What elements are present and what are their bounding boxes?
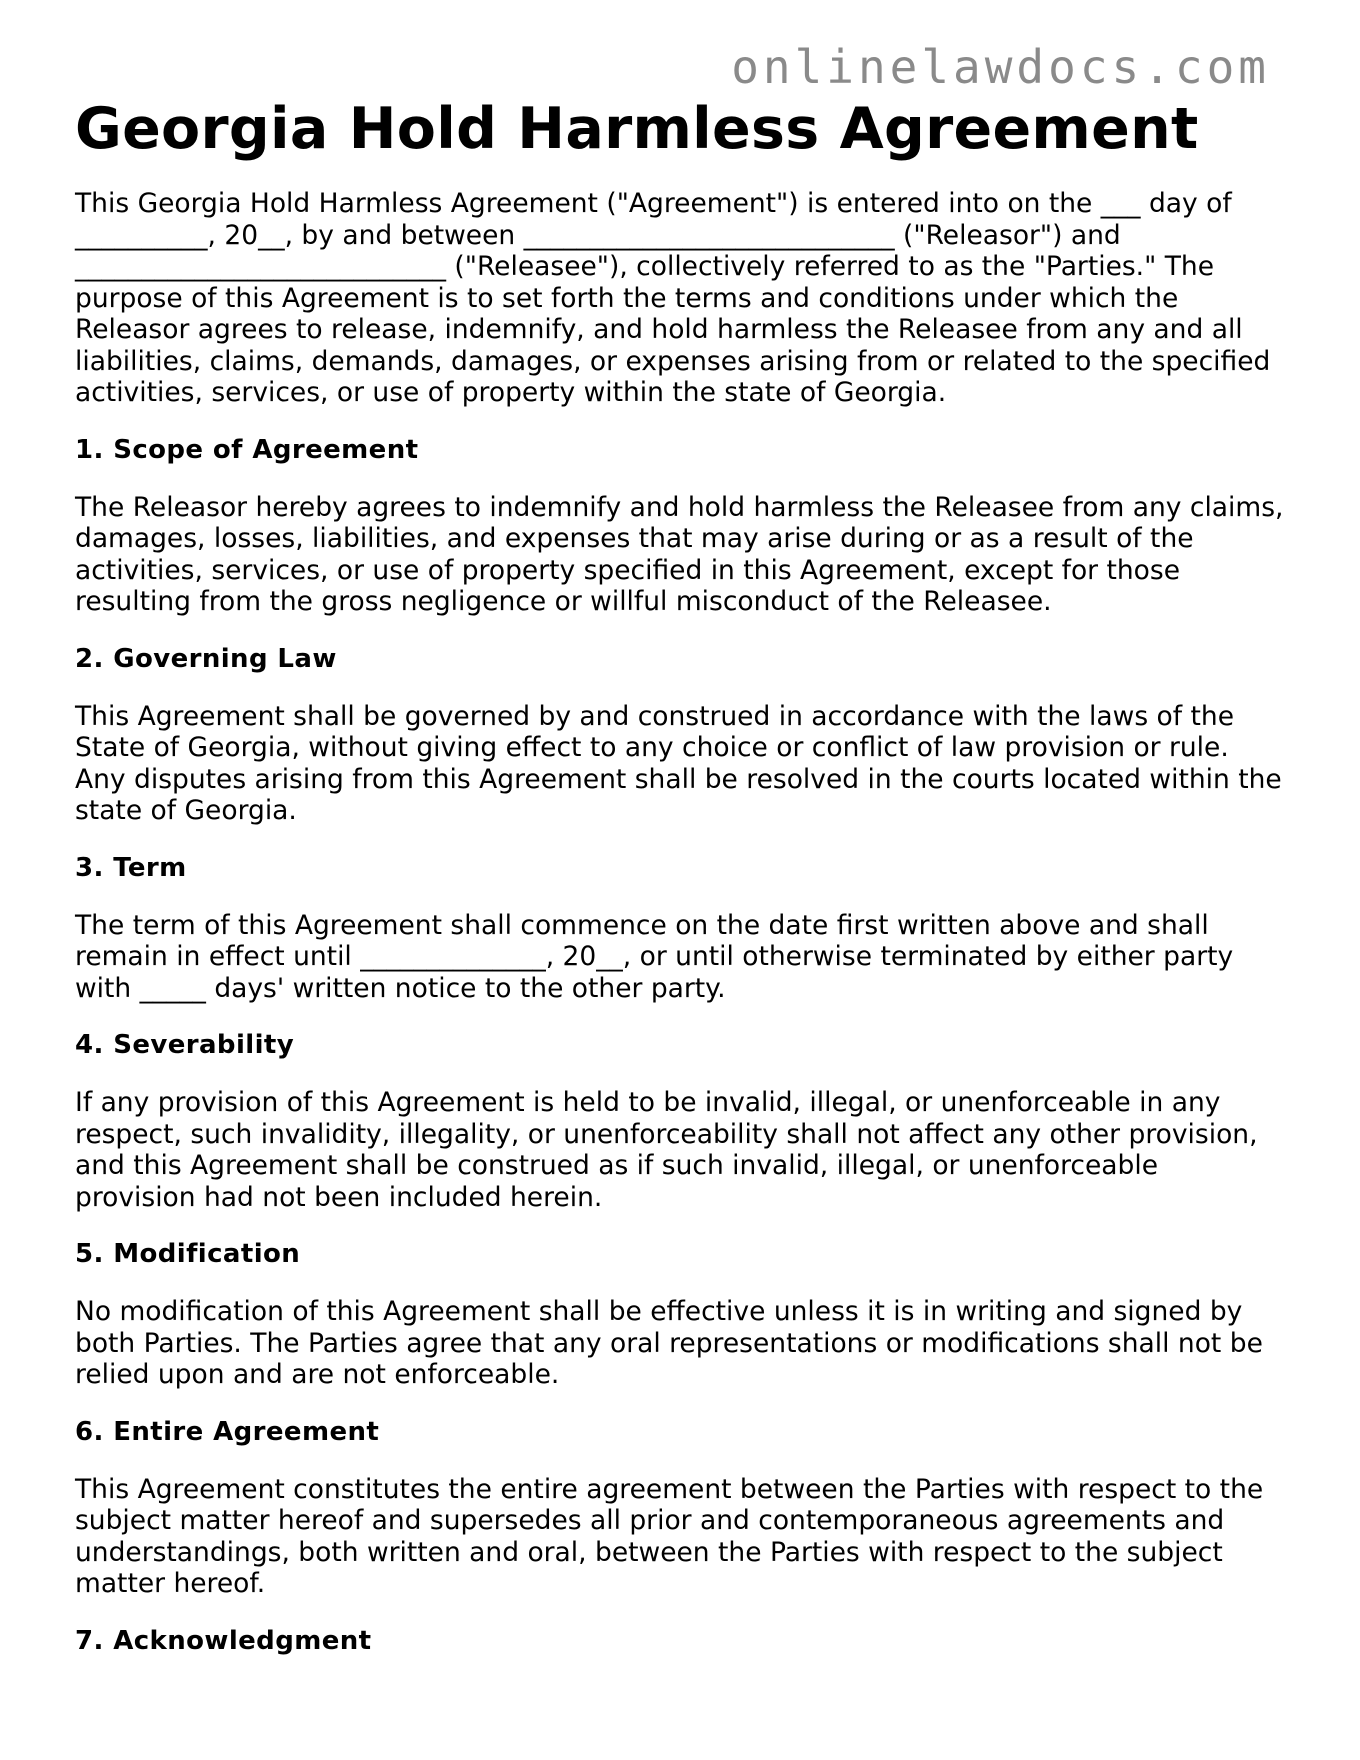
section-body-modification: No modification of this Agreement shall be effective unless it is in writing and signed by both Parties. The Parties agree that any oral representations or modifications shall not be relied upon and are not enforceable. bbox=[75, 1296, 1263, 1390]
watermark: onlinelawdocs.com bbox=[731, 40, 1270, 94]
section-heading-modification: 5. Modification bbox=[75, 1239, 301, 1269]
section-heading-severability: 4. Severability bbox=[75, 1030, 295, 1060]
section-heading-entire-agreement: 6. Entire Agreement bbox=[75, 1416, 380, 1447]
section-heading-scope: 1. Scope of Agreement bbox=[75, 434, 419, 465]
section-body-term: The term of this Agreement shall commence on the date first written above and shall remain in effect until ______________, 20__, or until otherwise terminated by either party with _____ days' written notice to the other party. bbox=[75, 909, 1234, 1004]
section-body-scope: The Releasor hereby agrees to indemnify and hold harmless the Releasee from any claims, damages, losses, liabilities, and expenses that may arise during or as a result of the activities, services, or use of property specified in this Agreement, except for those resulting from the gross negligence or willful misconduct of the Releasee. bbox=[75, 491, 1284, 617]
document-page bbox=[75, 92, 1285, 1683]
section-heading-acknowledgment: 7. Acknowledgment bbox=[75, 1625, 372, 1656]
document-title: Georgia Hold Harmless Agreement bbox=[75, 96, 1199, 162]
section-body-governing-law: This Agreement shall be governed by and construed in accordance with the laws of the State of Georgia, without giving effect to any choice or conflict of law provision or rule. Any disputes arising from this Agreement shall be resolved in the courts located within the state of Georgia. bbox=[75, 700, 1282, 826]
section-heading-governing-law: 2. Governing Law bbox=[75, 643, 337, 674]
section-body-entire-agreement: This Agreement constitutes the entire agreement between the Parties with respect to the subject matter hereof and supersedes all prior and contemporaneous agreements and understandings, both written and oral, between the Parties with respect to the subject matter hereof. bbox=[75, 1473, 1264, 1599]
section-heading-term: 3. Term bbox=[75, 852, 187, 883]
section-body-severability: If any provision of this Agreement is held to be invalid, illegal, or unenforceable in any respect, such invalidity, illegality, or unenforceability shall not affect any other provision, and this Agreement shall be construed as if such invalid, illegal, or unenforceable provision had not been included herein. bbox=[75, 1087, 1258, 1213]
intro-paragraph: This Georgia Hold Harmless Agreement ("Agreement") is entered into on the ___ day of __________, 20__, by and between ____________________________ ("Releasor") and ____________________________ ("Releasee"), collectively referred to as the "Parties." The purpose of this Agreement is to set forth the terms and conditions under which the Releasor agrees to release, indemnify, and hold harmless the Releasee from any and all liabilities, claims, demands, damages, or expenses arising from or related to the specified activities, services, or use of property within the state of Georgia. bbox=[75, 188, 1271, 408]
